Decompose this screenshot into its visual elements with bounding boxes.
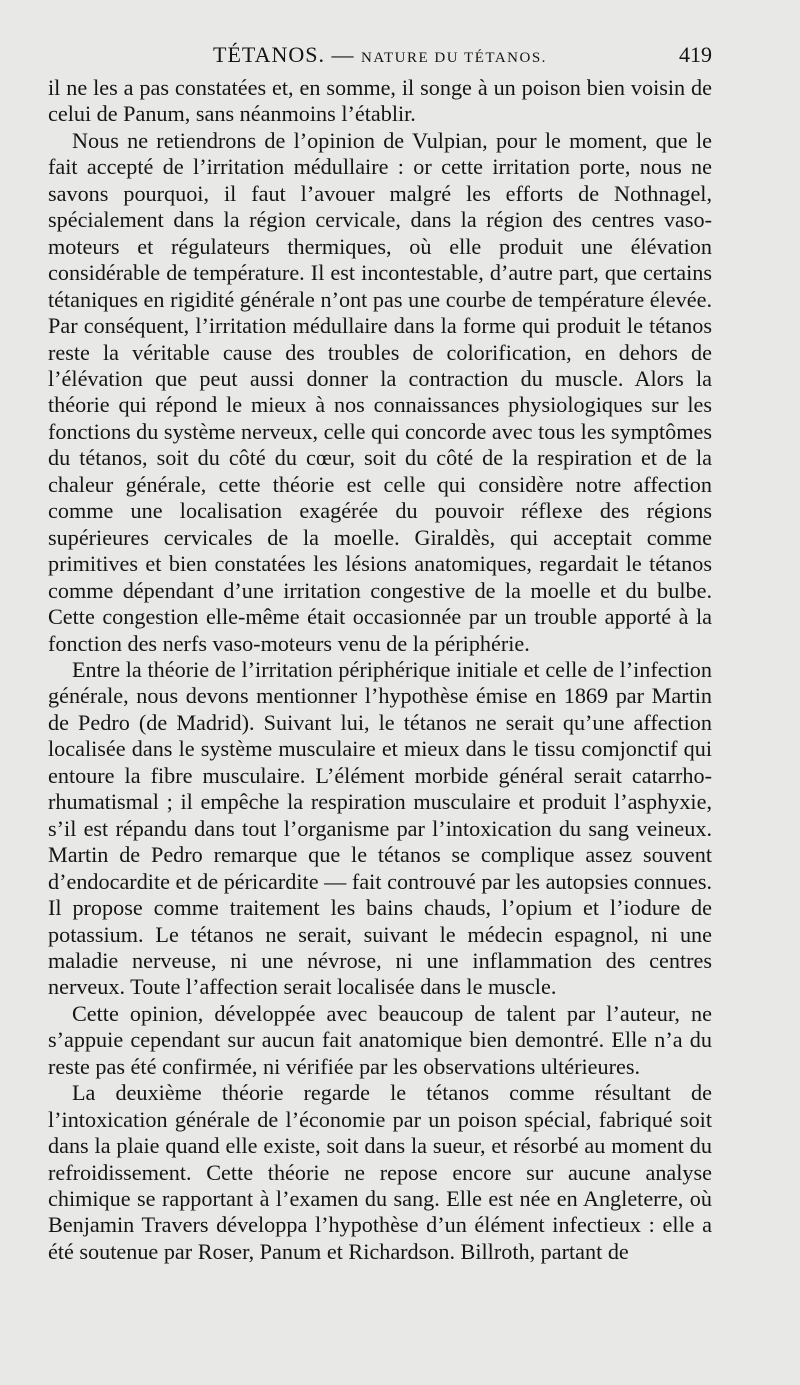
page-number: 419 xyxy=(679,42,712,67)
paragraph-2: Nous ne retiendrons de l’opinion de Vulpian, pour le moment, que le fait accepté de l’irritation médullaire : or cette irritation porte, nous ne savons pourquoi, il faut l’avouer malgré les efforts de Nothnagel, spécialement dans la région cervicale, dans la région des centres vaso-moteurs et régulateurs thermiques, où elle produit une élévation considérable de température. Il est incontestable, d’autre part, que certains tétaniques en rigidité générale n’ont pas une courbe de température élevée. Par conséquent, l’irritation médullaire dans la forme qui produit le tétanos reste la véritable cause des troubles de colorification, en dehors de l’élévation que peut aussi donner la contraction du muscle. Alors la théorie qui répond le mieux à nos connaissances physiologiques sur les fonctions du système nerveux, celle qui concorde avec tous les symptômes du tétanos, soit du côté du cœur, soit du côté de la respiration et de la chaleur générale, cette théorie est celle qui considère notre affection comme une localisation exagérée du pouvoir réflexe des régions supérieures cervicales de la moelle. Giraldès, qui acceptait comme primitives et bien constatées les lésions anatomiques, regardait le tétanos comme dépendant d’une irritation congestive de la moelle et du bulbe. Cette congestion elle-même était occasionnée par un trouble apporté à la fonction des nerfs vaso-moteurs venu de la périphérie. xyxy=(48,127,712,656)
running-title xyxy=(48,38,712,75)
running-title-sub: NATURE DU TÉTANOS. xyxy=(361,50,547,66)
running-title-dash: — xyxy=(331,42,355,67)
paragraph-1: il ne les a pas constatées et, en somme, il songe à un poison bien voisin de celui de Panum, sans néanmoins l’établir. xyxy=(48,75,712,127)
paragraph-5: La deuxième théorie regarde le tétanos comme résultant de l’intoxication générale de l’économie par un poison spécial, fabriqué soit dans la plaie quand elle existe, soit dans la sueur, et résorbé au moment du refroidissement. Cette théorie ne repose encore sur aucune analyse chimique se rapportant à l’examen du sang. Elle est née en Angleterre, où Benjamin Travers développa l’hypothèse d’un élément infectieux : elle a été soutenue par Roser, Panum et Richardson. Billroth, partant de xyxy=(48,1080,712,1264)
paragraph-4: Cette opinion, développée avec beaucoup de talent par l’auteur, ne s’appuie cependant sur aucun fait anatomique bien demontré. Elle n’a du reste pas été confirmée, ni vérifiée par les observations ultérieures. xyxy=(48,1000,712,1079)
page-header xyxy=(48,38,712,72)
body-text xyxy=(48,75,712,1265)
paragraph-3: Entre la théorie de l’irritation périphérique initiale et celle de l’infection générale, nous devons mentionner l’hypothèse émise en 1869 par Martin de Pedro (de Madrid). Suivant lui, le tétanos ne serait qu’une affection localisée dans le système musculaire et mieux dans le tissu comjonctif qui entoure la fibre musculaire. L’élément morbide général serait catarrho-rhumatismal ; il empêche la respiration musculaire et produit l’asphyxie, s’il est répandu dans tout l’organisme par l’intoxication du sang veineux. Martin de Pedro remarque que le tétanos se complique assez souvent d’endocardite et de péricardite — fait controuvé par les autopsies connues. Il propose comme traitement les bains chauds, l’opium et l’iodure de potassium. Le tétanos ne serait, suivant le médecin espagnol, ni une maladie nerveuse, ni une névrose, ni une inflammation des centres nerveux. Toute l’affection serait localisée dans le muscle. xyxy=(48,656,712,1000)
running-title-main: TÉTANOS. xyxy=(213,42,325,67)
